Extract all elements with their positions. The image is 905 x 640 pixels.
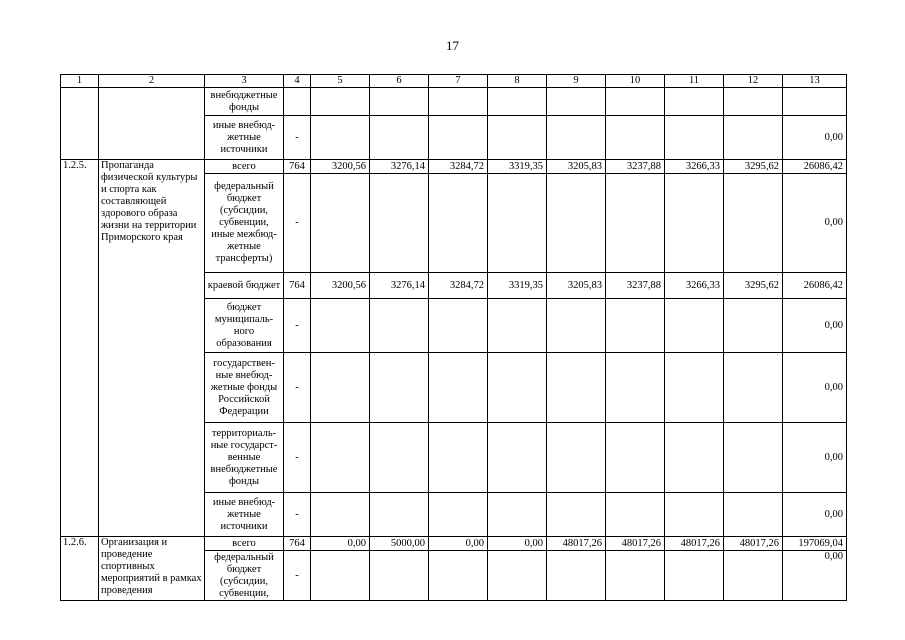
column-header: 6 [370, 75, 429, 88]
column-header: 13 [783, 75, 847, 88]
funding-source: внебюджетные фонды [205, 88, 284, 116]
column-4-value: - [284, 493, 311, 537]
column-4-value [284, 88, 311, 116]
year-value [370, 493, 429, 537]
year-value [606, 88, 665, 116]
section-code: 1.2.5. [61, 160, 99, 537]
column-4-value: 764 [284, 160, 311, 174]
year-value [547, 88, 606, 116]
funding-source: государствен-ные внебюд-жетные фонды Российской Федерации [205, 353, 284, 423]
total-value: 0,00 [783, 299, 847, 353]
code-cell [61, 88, 99, 160]
column-header: 7 [429, 75, 488, 88]
year-value [370, 353, 429, 423]
year-value [370, 88, 429, 116]
year-value [606, 299, 665, 353]
column-4-value: 764 [284, 273, 311, 299]
year-value [724, 174, 783, 273]
total-value: 0,00 [783, 551, 847, 601]
year-value [429, 353, 488, 423]
total-value: 0,00 [783, 423, 847, 493]
table-row [61, 160, 847, 174]
name-cell [99, 88, 205, 160]
total-value: 26086,42 [783, 273, 847, 299]
total-value: 0,00 [783, 174, 847, 273]
year-value [665, 299, 724, 353]
column-4-value: - [284, 299, 311, 353]
year-value [547, 174, 606, 273]
year-value [311, 423, 370, 493]
year-value: 5000,00 [370, 537, 429, 551]
year-value [724, 423, 783, 493]
year-value [429, 551, 488, 601]
year-value [665, 551, 724, 601]
year-value [488, 423, 547, 493]
column-4-value: - [284, 174, 311, 273]
year-value: 3237,88 [606, 160, 665, 174]
year-value [606, 353, 665, 423]
total-value [783, 88, 847, 116]
column-4-value: 764 [284, 537, 311, 551]
section-name: Организация и проведение спортивных мероприятий в рамках проведения [99, 537, 205, 601]
column-header: 3 [205, 75, 284, 88]
year-value [311, 353, 370, 423]
column-header: 4 [284, 75, 311, 88]
year-value [311, 551, 370, 601]
year-value [665, 493, 724, 537]
year-value [488, 174, 547, 273]
year-value [606, 551, 665, 601]
year-value [429, 423, 488, 493]
funding-source: федеральный бюджет (субсидии, субвенции, иные межбюд-жетные трансферты) [205, 174, 284, 273]
column-header: 10 [606, 75, 665, 88]
year-value [606, 423, 665, 493]
column-header: 1 [61, 75, 99, 88]
year-value [488, 299, 547, 353]
year-value [724, 493, 783, 537]
year-value: 0,00 [311, 537, 370, 551]
page-number: 17 [446, 38, 459, 53]
year-value [429, 174, 488, 273]
column-4-value: - [284, 116, 311, 160]
year-value: 48017,26 [724, 537, 783, 551]
year-value [488, 353, 547, 423]
section-name: Пропаганда физической культуры и спорта как составляющей здорового образа жизни на территории Приморского края [99, 160, 205, 537]
column-4-value: - [284, 551, 311, 601]
column-header: 8 [488, 75, 547, 88]
year-value: 48017,26 [665, 537, 724, 551]
year-value: 3319,35 [488, 273, 547, 299]
budget-table [60, 74, 847, 601]
column-header: 5 [311, 75, 370, 88]
table-row [61, 88, 847, 116]
funding-source: всего [205, 160, 284, 174]
year-value: 3276,14 [370, 160, 429, 174]
year-value: 3319,35 [488, 160, 547, 174]
year-value [311, 88, 370, 116]
year-value: 3237,88 [606, 273, 665, 299]
year-value [488, 493, 547, 537]
year-value [547, 551, 606, 601]
table-row [61, 537, 847, 551]
year-value [488, 551, 547, 601]
year-value: 3200,56 [311, 273, 370, 299]
year-value: 0,00 [429, 537, 488, 551]
year-value: 3295,62 [724, 273, 783, 299]
total-value: 26086,42 [783, 160, 847, 174]
year-value: 3276,14 [370, 273, 429, 299]
year-value [429, 116, 488, 160]
year-value [488, 88, 547, 116]
year-value [370, 551, 429, 601]
column-header: 12 [724, 75, 783, 88]
year-value [311, 174, 370, 273]
year-value [311, 116, 370, 160]
total-value: 0,00 [783, 116, 847, 160]
column-header: 9 [547, 75, 606, 88]
year-value [724, 551, 783, 601]
year-value [606, 493, 665, 537]
year-value [429, 493, 488, 537]
year-value: 3205,83 [547, 160, 606, 174]
year-value: 3284,72 [429, 273, 488, 299]
year-value: 48017,26 [547, 537, 606, 551]
year-value [429, 299, 488, 353]
year-value [724, 88, 783, 116]
year-value [665, 423, 724, 493]
year-value [724, 116, 783, 160]
year-value [547, 423, 606, 493]
year-value [665, 116, 724, 160]
funding-source: территориаль-ные государст-венные внебюджетные фонды [205, 423, 284, 493]
column-4-value: - [284, 353, 311, 423]
column-header: 11 [665, 75, 724, 88]
year-value [370, 423, 429, 493]
year-value: 3205,83 [547, 273, 606, 299]
year-value [429, 88, 488, 116]
funding-source: федеральный бюджет (субсидии, субвенции, [205, 551, 284, 601]
year-value [606, 116, 665, 160]
year-value: 3266,33 [665, 273, 724, 299]
year-value: 3284,72 [429, 160, 488, 174]
year-value [665, 353, 724, 423]
year-value [547, 299, 606, 353]
year-value: 3200,56 [311, 160, 370, 174]
year-value: 3266,33 [665, 160, 724, 174]
year-value [370, 174, 429, 273]
year-value [370, 116, 429, 160]
year-value [547, 116, 606, 160]
funding-source: бюджет муниципаль-ного образования [205, 299, 284, 353]
total-value: 0,00 [783, 353, 847, 423]
total-value: 0,00 [783, 493, 847, 537]
year-value [488, 116, 547, 160]
year-value [665, 88, 724, 116]
year-value: 3295,62 [724, 160, 783, 174]
year-value [665, 174, 724, 273]
year-value [547, 353, 606, 423]
header-row [61, 75, 847, 88]
year-value [311, 299, 370, 353]
funding-source: иные внебюд-жетные источники [205, 116, 284, 160]
funding-source: иные внебюд-жетные источники [205, 493, 284, 537]
year-value [370, 299, 429, 353]
section-code: 1.2.6. [61, 537, 99, 601]
year-value: 0,00 [488, 537, 547, 551]
funding-source: всего [205, 537, 284, 551]
year-value [724, 299, 783, 353]
year-value [311, 493, 370, 537]
year-value: 48017,26 [606, 537, 665, 551]
total-value: 197069,04 [783, 537, 847, 551]
year-value [724, 353, 783, 423]
column-header: 2 [99, 75, 205, 88]
year-value [606, 174, 665, 273]
funding-source: краевой бюджет [205, 273, 284, 299]
column-4-value: - [284, 423, 311, 493]
year-value [547, 493, 606, 537]
